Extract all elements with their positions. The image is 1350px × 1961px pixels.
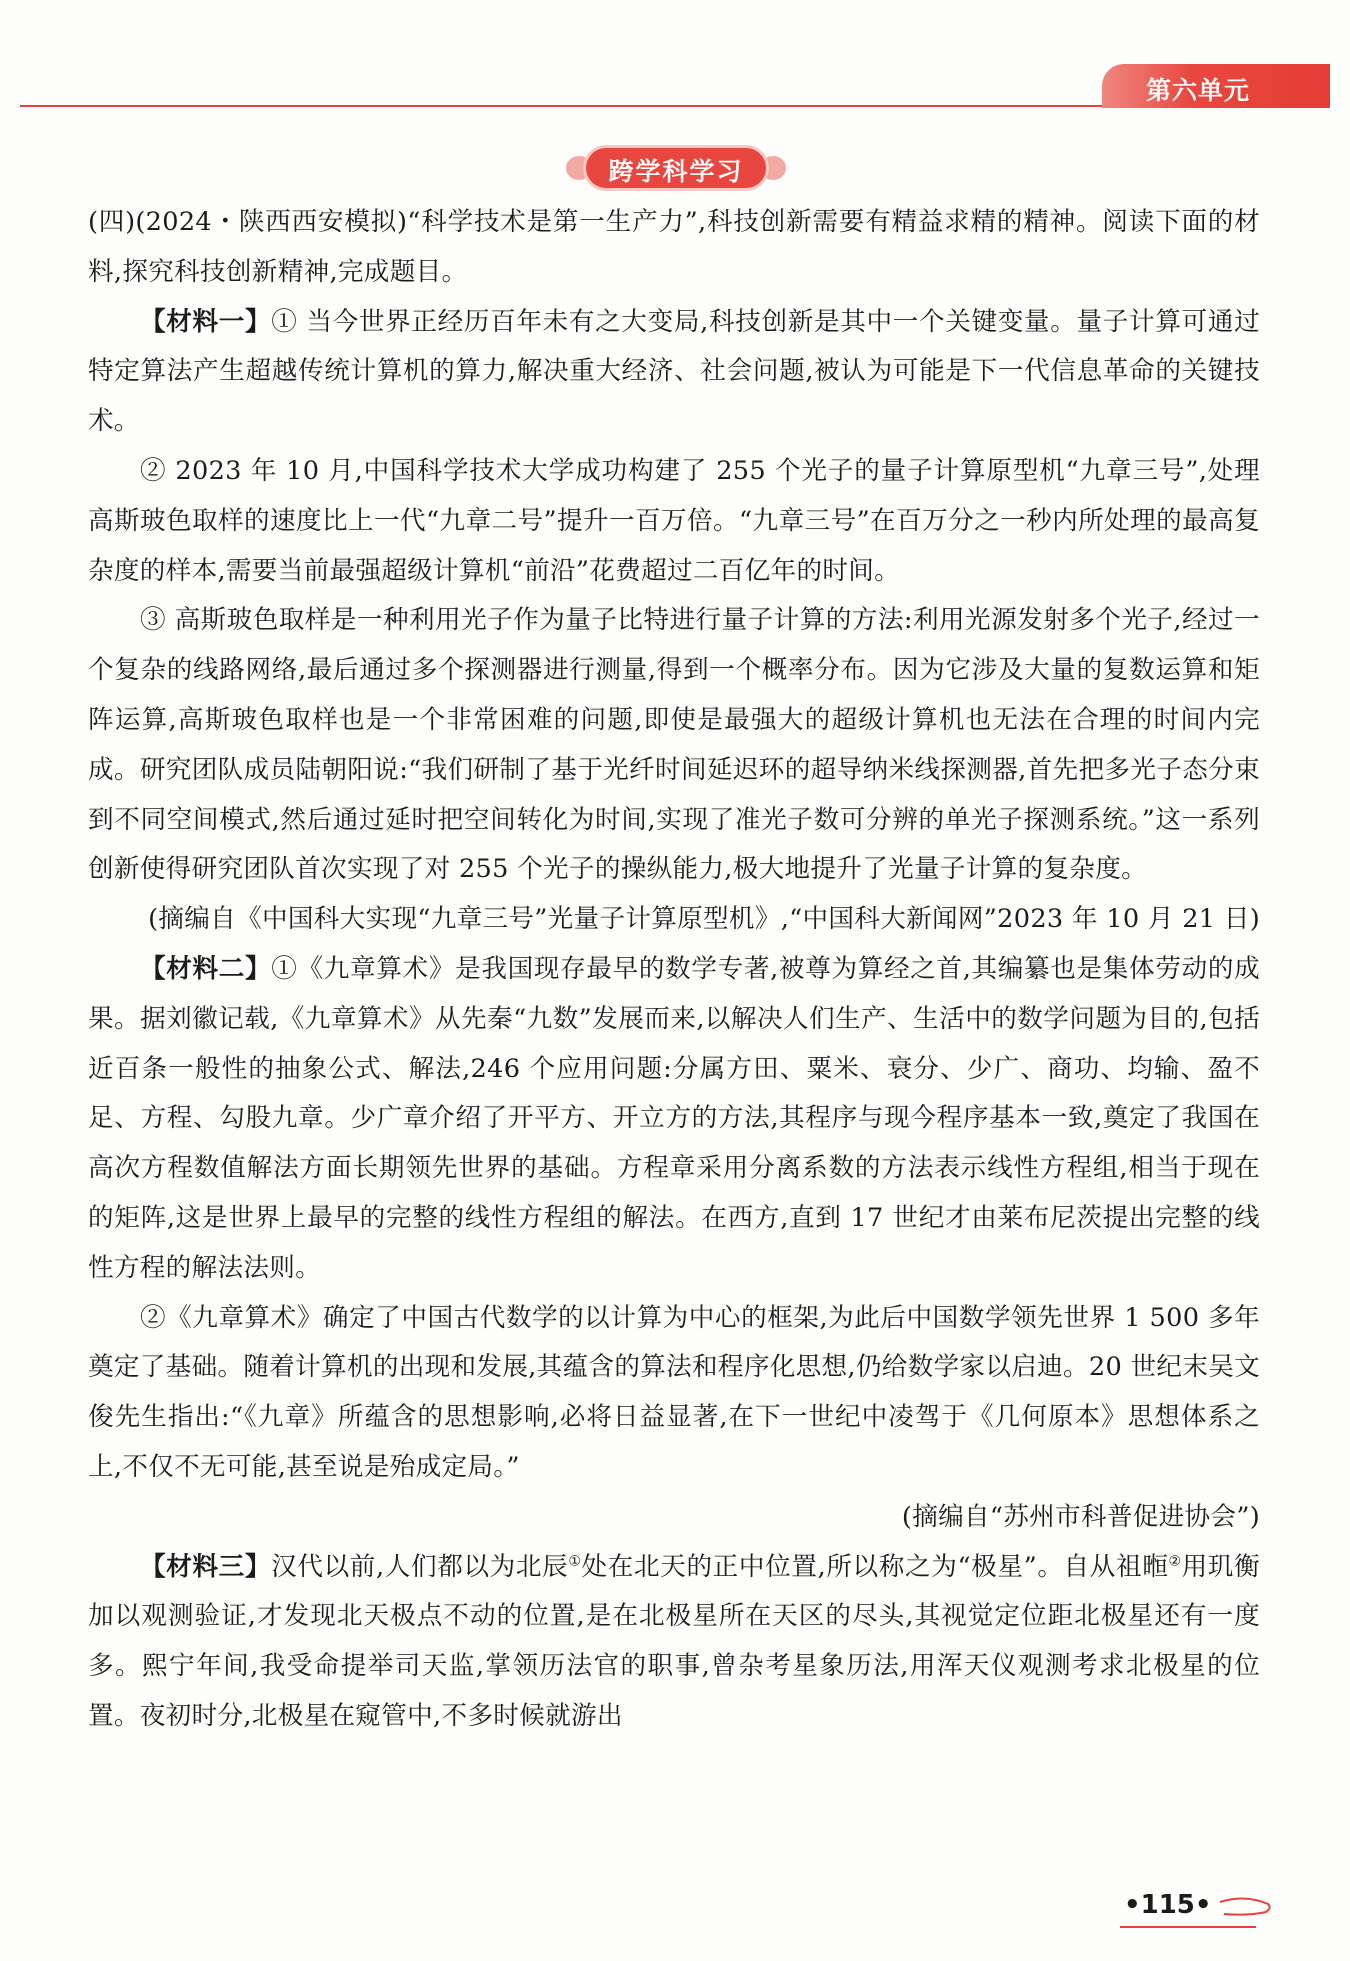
material3-text-b: 处在北天的正中位置,所以称之为“极星”。自从祖暅 bbox=[581, 1551, 1169, 1582]
material2-source: (摘编自“苏州市科普促进协会”) bbox=[901, 1501, 1260, 1532]
material1-paragraph1 bbox=[88, 298, 1260, 447]
material2-label: 【材料二】 bbox=[140, 953, 272, 984]
page-swoosh-icon bbox=[1218, 1896, 1272, 1918]
material3-text-a: 汉代以前,人们都以为北辰 bbox=[271, 1551, 569, 1582]
intro-paragraph: (四)(2024・陕西西安模拟)“科学技术是第一生产力”,科技创新需要有精益求精的精神。阅读下面的材料,探究科技创新精神,完成题目。 bbox=[88, 207, 1260, 287]
material1-source: (摘编自《中国科大实现“九章三号”光量子计算原型机》,“中国科大新闻网”2023 年 10 月 21 日) bbox=[148, 904, 1260, 935]
footnote-marker-1: ① bbox=[568, 1552, 582, 1569]
section-badge bbox=[586, 148, 766, 188]
material3-paragraph bbox=[88, 1543, 1260, 1742]
page-number-underline bbox=[1120, 1926, 1256, 1928]
section-badge-label: 跨学科学习 bbox=[608, 157, 744, 186]
page-number: •115• bbox=[1124, 1890, 1212, 1920]
footnote-marker-2: ② bbox=[1168, 1552, 1182, 1569]
material3-text-c: 用玑衡加以观测验证,才发现北天极点不动的位置,是在北极星所在天区的尽头,其视觉定位距北极星还有一度多。熙宁年间,我受命提举司天监,掌领历法官的职事,曾杂考星象历法,用浑天仪观测考求北极星的位置。夜初时分,北极星在窥管中,不多时候就游出 bbox=[88, 1551, 1260, 1731]
material2-paragraph2: ②《九章算术》确定了中国古代数学的以计算为中心的框架,为此后中国数学领先世界 1 500 多年奠定了基础。随着计算机的出现和发展,其蕴含的算法和程序化思想,仍给数学家以启迪。20 世纪末吴文俊先生指出:“《九章》所蕴含的思想影响,必将日益显著,在下一世纪中凌驾于《几何原本》思想体系之上,不仅不无可能,甚至说是殆成定局。” bbox=[88, 1302, 1260, 1482]
material1-label: 【材料一】 bbox=[140, 306, 272, 337]
unit-label: 第六单元 bbox=[1146, 76, 1251, 105]
material1-paragraph3: ③ 高斯玻色取样是一种利用光子作为量子比特进行量子计算的方法:利用光源发射多个光子,经过一个复杂的线路网络,最后通过多个探测器进行测量,得到一个概率分布。因为它涉及大量的复数运算和矩阵运算,高斯玻色取样也是一个非常困难的问题,即使是最强大的超级计算机也无法在合理的时间内完成。研究团队成员陆朝阳说:“我们研制了基于光纤时间延迟环的超导纳米线探测器,首先把多光子态分束到不同空间模式,然后通过延时把空间转化为时间,实现了准光子数可分辨的单光子探测系统。”这一系列创新使得研究团队首次实现了对 255 个光子的操纵能力,极大地提升了光量子计算的复杂度。 bbox=[88, 605, 1260, 885]
material1-paragraph2: ② 2023 年 10 月,中国科学技术大学成功构建了 255 个光子的量子计算原型机“九章三号”,处理高斯玻色取样的速度比上一代“九章二号”提升一百万倍。“九章三号”在百万分之一秒内所处理的最高复杂度的样本,需要当前最强超级计算机“前沿”花费超过二百亿年的时间。 bbox=[88, 455, 1260, 586]
material3-label: 【材料三】 bbox=[140, 1551, 272, 1582]
material1-p1-text: ① 当今世界正经历百年未有之大变局,科技创新是其中一个关键变量。量子计算可通过特定算法产生超越传统计算机的算力,解决重大经济、社会问题,被认为可能是下一代信息革命的关键技术。 bbox=[88, 306, 1260, 437]
material2-paragraph1 bbox=[88, 945, 1260, 1294]
material2-p1-text: ①《九章算术》是我国现存最早的数学专著,被尊为算经之首,其编纂也是集体劳动的成果。据刘徽记载,《九章算术》从先秦“九数”发展而来,以解决人们生产、生活中的数学问题为目的,包括近百条一般性的抽象公式、解法,246 个应用问题:分属方田、粟米、衰分、少广、商功、均输、盈不足、方程、勾股九章。少广章介绍了开平方、开立方的方法,其程序与现今程序基本一致,奠定了我国在高次方程数值解法方面长期领先世界的基础。方程章采用分离系数的方法表示线性方程组,相当于现在的矩阵,这是世界上最早的完整的线性方程组的解法。在西方,直到 17 世纪才由莱布尼茨提出完整的线性方程的解法法则。 bbox=[88, 953, 1260, 1283]
article-body bbox=[88, 198, 1260, 1742]
unit-tab bbox=[1102, 64, 1330, 108]
